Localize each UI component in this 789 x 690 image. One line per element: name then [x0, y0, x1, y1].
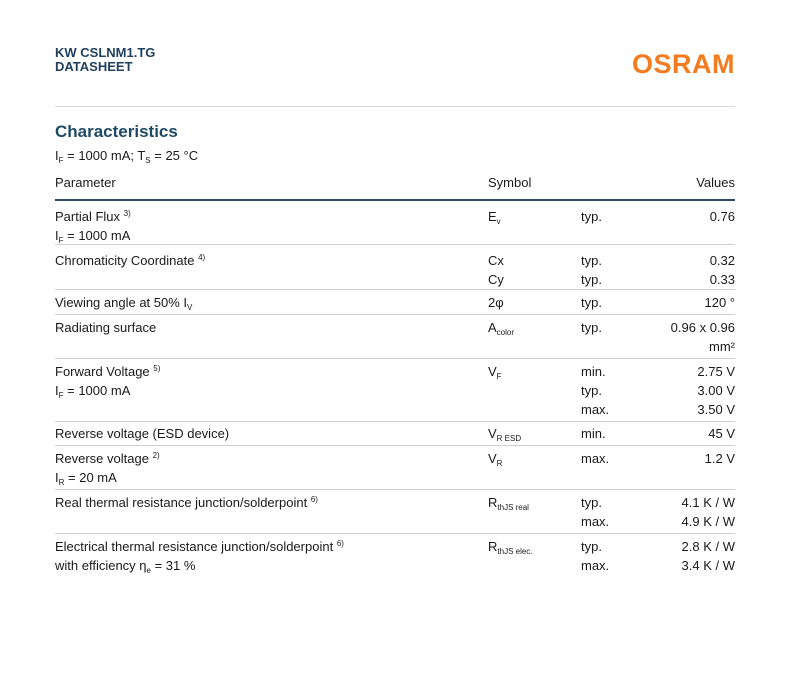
parameter-cell: Chromaticity Coordinate $^{4)}$: [55, 253, 206, 268]
qualifier-cell: typ. max.: [581, 495, 610, 529]
table-row-radiating-surface: [55, 315, 735, 359]
document-type: DATASHEET: [55, 59, 133, 74]
symbol-cell: $V_F$: [488, 364, 502, 381]
value-cell: 2.75 V 3.00 V 3.50 V: [697, 364, 735, 417]
qualifier-cell: min.: [581, 426, 606, 441]
parameter-cell: Reverse voltage (ESD device): [55, 426, 230, 441]
parameter-cell: Partial Flux $^{3)}$ $I_F = 1000$ mA: [55, 209, 131, 245]
parameter-cell: Radiating surface: [55, 320, 157, 335]
parameter-cell: Real thermal resistance junction/solderpoint $^{6)}$: [55, 495, 318, 510]
section-title: Characteristics: [55, 122, 178, 141]
column-header-symbol: Symbol: [488, 175, 532, 190]
qualifier-cell: typ.: [581, 295, 602, 310]
product-name: KW CSLNM1.TG: [55, 45, 156, 60]
value-cell: 1.2 V: [704, 451, 735, 466]
document-header: [55, 46, 735, 86]
value-cell: 0.32 0.33: [709, 253, 735, 287]
qualifier-cell: min. typ. max.: [581, 364, 610, 417]
parameter-cell: Electrical thermal resistance junction/solderpoint $^{6)}$ with efficiency $\eta_e = 31$ %: [55, 539, 344, 575]
value-cell: 45 V: [708, 426, 735, 441]
qualifier-cell: typ.: [581, 209, 602, 224]
table-row-electrical-thermal-resistance: [55, 534, 735, 578]
table-row-partial-flux: [55, 201, 735, 245]
symbol-cell: $R_{thJS elec.}$: [488, 539, 533, 556]
table-row-forward-voltage: [55, 359, 735, 422]
symbol-cell: $A_{color}$: [488, 320, 515, 337]
symbol-cell: Cx Cy: [488, 253, 504, 287]
qualifier-cell: typ.: [581, 320, 602, 335]
symbol-cell: $E_v$: [488, 209, 501, 226]
value-cell: 2.8 K / W 3.4 K / W: [681, 539, 735, 573]
value-cell: 120 °: [704, 295, 735, 310]
value-cell: 0.96 x 0.96 mm²: [670, 320, 735, 354]
qualifier-cell: typ. typ.: [581, 253, 602, 287]
parameter-cell: Viewing angle at 50% $I_V$: [55, 295, 193, 312]
value-cell: 4.1 K / W 4.9 K / W: [681, 495, 735, 529]
qualifier-cell: typ. max.: [581, 539, 610, 573]
parameter-cell: Reverse voltage $^{2)}$ $I_R = 20$ mA: [55, 451, 160, 487]
column-header-parameter: Parameter: [55, 175, 116, 190]
osram-logo: OSRAM: [632, 49, 735, 79]
parameter-cell: Forward Voltage $^{5)}$ $I_F = 1000$ mA: [55, 364, 161, 400]
column-header-values: Values: [696, 175, 735, 190]
test-conditions: $I_F = 1000$ mA; $T_S = 25$ °C: [55, 148, 199, 165]
table-row-chromaticity: [55, 245, 735, 290]
table-row-real-thermal-resistance: [55, 490, 735, 534]
symbol-cell: $R_{thJS real}$: [488, 495, 529, 512]
table-row-reverse-voltage: [55, 446, 735, 490]
value-cell: 0.76: [709, 209, 735, 224]
symbol-cell: $V_R$: [488, 451, 503, 468]
table-row-reverse-voltage-esd: [55, 422, 735, 446]
header-divider: [55, 106, 735, 107]
symbol-cell: 2φ: [488, 295, 504, 310]
table-row-viewing-angle: [55, 290, 735, 315]
symbol-cell: $V_{R ESD}$: [488, 426, 522, 443]
qualifier-cell: max.: [581, 451, 610, 466]
